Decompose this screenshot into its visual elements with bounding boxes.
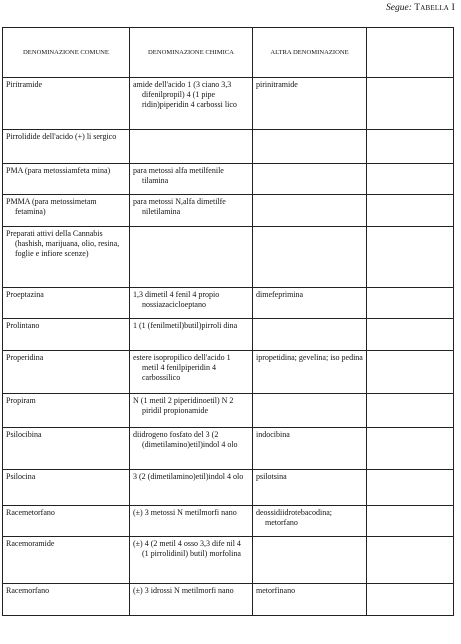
cell-chimica [130,506,253,537]
cell-altra-text: psilotsina [256,472,287,481]
table-row [3,506,454,537]
table-row [3,130,454,164]
cell-chimica [130,288,253,319]
cell-empty [367,164,454,195]
cell-comune-text: Prolintano [6,321,40,330]
table-row [3,78,454,130]
cell-comune-text: Properidina [6,353,44,362]
cell-comune [3,584,130,616]
table-row [3,195,454,227]
cell-empty [367,537,454,584]
table-header-row [3,28,454,78]
cell-chimica [130,428,253,470]
cell-chimica-text: N (1 metil 2 piperidinoetil) N 2 piridil propionamide [133,396,234,415]
cell-altra [253,584,367,616]
cell-chimica [130,78,253,130]
cell-empty [367,584,454,616]
table-row [3,394,454,428]
table-row [3,164,454,195]
continuation-header [386,3,455,13]
cell-chimica-text: estere isopropilico dell'acido 1 metil 4 fenilpiperidin 4 carbossilico [133,353,231,382]
cell-altra [253,164,367,195]
cell-altra-text: dimefeprimina [256,290,304,299]
cell-comune-text: Racemorfano [6,586,50,595]
cell-chimica [130,584,253,616]
cell-chimica-text: (±) 4 (2 metil 4 osso 3,3 dife nil 4 (1 pirrolidinil) butil) morfolina [133,539,241,558]
cell-chimica [130,195,253,227]
cell-empty [367,506,454,537]
cell-comune-text: Racemetorfano [6,508,55,517]
cell-altra-text: deossidiidrotebacodina; metorfano [256,508,332,527]
cell-comune-text: PMA (para metossiamfeta mina) [6,166,111,175]
cell-comune [3,195,130,227]
cell-empty [367,195,454,227]
cell-altra-text: indocibina [256,430,290,439]
cell-comune [3,351,130,394]
cell-altra [253,351,367,394]
cell-comune-text: Proeptazina [6,290,44,299]
cell-comune-text: Psilocibina [6,430,42,439]
cell-chimica-text: 3 (2 (dimetilamino)etil)indol 4 olo [133,472,244,481]
table-row [3,537,454,584]
table-row [3,470,454,506]
cell-chimica-text: diidrogeno fosfato del 3 (2 (dimetilamino)etil)indol 4 olo [133,430,238,449]
cell-chimica-text: para metossi N,alfa dimetilfe niletilamina [133,197,226,216]
header-altra-denominazione: ALTRA DENOMINAZIONE [253,28,367,78]
cell-comune-text: Racemoramide [6,539,55,548]
cell-empty [367,394,454,428]
cell-comune [3,78,130,130]
cell-altra [253,195,367,227]
cell-chimica [130,227,253,288]
cell-empty [367,130,454,164]
cell-chimica [130,319,253,351]
cell-altra [253,394,367,428]
table-row [3,319,454,351]
table-row [3,351,454,394]
cell-chimica-text: para metossi alfa metilfenile tilamina [133,166,224,185]
cell-empty [367,428,454,470]
cell-altra [253,537,367,584]
cell-comune-text: Psilocina [6,472,36,481]
segue-label: Segue: [386,3,412,13]
cell-chimica [130,351,253,394]
cell-comune-text: Pirrolidide dell'acido (+) li sergico [6,132,117,141]
cell-chimica [130,470,253,506]
cell-altra [253,470,367,506]
header-empty-column [367,28,454,78]
cell-comune [3,428,130,470]
table-row [3,584,454,616]
cell-chimica [130,394,253,428]
cell-altra [253,227,367,288]
cell-comune [3,288,130,319]
cell-empty [367,227,454,288]
cell-altra-text: ipropetidina; gevelina; iso pedina [256,353,363,362]
cell-altra [253,319,367,351]
cell-empty [367,351,454,394]
cell-chimica-text: (±) 3 metossi N metilmorfi nano [133,508,237,517]
cell-comune [3,506,130,537]
cell-comune [3,227,130,288]
cell-altra [253,288,367,319]
cell-altra-text: pirinitramide [256,80,298,89]
cell-altra-text: metorfinano [256,586,296,595]
cell-comune [3,130,130,164]
header-denominazione-chimica: DENOMINAZIONE CHIMICA [130,28,253,78]
cell-comune [3,394,130,428]
cell-chimica [130,537,253,584]
table-row [3,428,454,470]
cell-altra [253,130,367,164]
header-denominazione-comune: DENOMINAZIONE COMUNE [3,28,130,78]
cell-comune-text: Preparati attivi della Cannabis (hashish, marijuana, olio, resina, foglie e infiore scenze) [6,229,120,258]
cell-comune [3,319,130,351]
cell-chimica-text: amide dell'acido 1 (3 ciano 3,3 difenilpropil) 4 (1 pipe ridin)piperidin 4 carbossi lico [133,80,237,109]
table-label: Tabella I [414,3,455,13]
table-row [3,288,454,319]
cell-altra [253,506,367,537]
table-row [3,227,454,288]
cell-empty [367,78,454,130]
cell-comune [3,537,130,584]
cell-comune-text: Propiram [6,396,36,405]
cell-altra [253,78,367,130]
cell-empty [367,319,454,351]
cell-chimica-text: 1 (1 (fenilmetil)butil)pirroli dina [133,321,238,330]
cell-comune [3,164,130,195]
cell-empty [367,288,454,319]
cell-altra [253,428,367,470]
cell-chimica [130,130,253,164]
cell-comune [3,470,130,506]
cell-chimica-text: (±) 3 idrossi N metilmorfi nano [133,586,234,595]
substances-table [2,27,454,616]
cell-comune-text: PMMA (para metossimetam fetamina) [6,197,97,216]
cell-comune-text: Piritramide [6,80,42,89]
cell-chimica-text: 1,3 dimetil 4 fenil 4 propio nossiazacicloeptano [133,290,220,309]
cell-empty [367,470,454,506]
cell-chimica [130,164,253,195]
